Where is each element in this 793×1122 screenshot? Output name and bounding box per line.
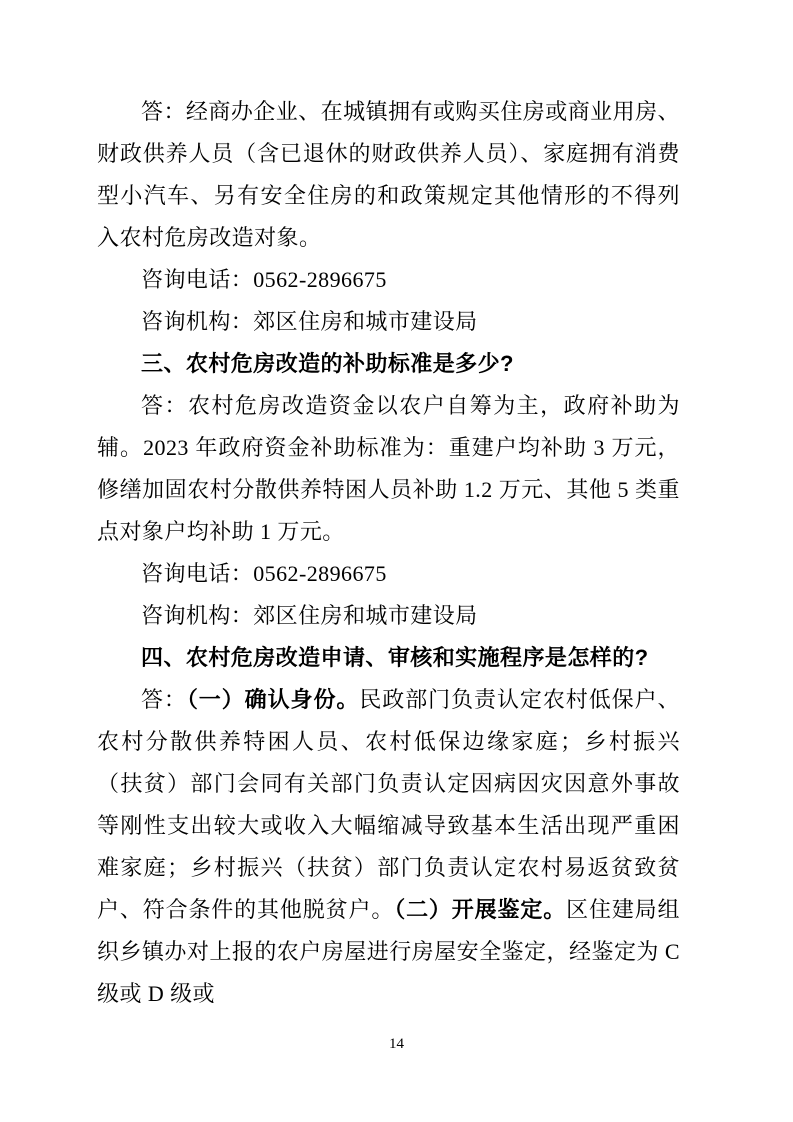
page-content xyxy=(97,91,680,1015)
answer-prefix: 答： xyxy=(141,687,187,712)
paragraph-answer-q3: 答：农村危房改造资金以农户自筹为主，政府补助为辅。2023 年政府资金补助标准为：重建户均补助 3 万元，修缮加固农村分散供养特困人员补助 1.2 万元、其他 5 类重点对象户均补助 1 万元。 xyxy=(97,393,680,544)
contact-org-line-2: 咨询机构：郊区住房和城市建设局 xyxy=(141,603,478,628)
contact-phone-line-1: 咨询电话：0562-2896675 xyxy=(141,267,387,292)
step-2-title: （二）开展鉴定。 xyxy=(394,897,567,922)
step-1-text: 民政部门负责认定农村低保户、农村分散供养特困人员、农村低保边缘家庭；乡村振兴（扶贫）部门会同有关部门负责认定因病因灾因意外事故等刚性支出较大或收入大幅缩减导致基本生活出现严重困难家庭；乡村振兴（扶贫）部门负责认定农村易返贫致贫户、符合条件的其他脱贫户。 xyxy=(97,687,680,922)
paragraph-answer-q2: 答：经商办企业、在城镇拥有或购买住房或商业用房、财政供养人员（含已退休的财政供养人员）、家庭拥有消费型小汽车、另有安全住房的和政策规定其他情形的不得列入农村危房改造对象。 xyxy=(97,99,680,250)
contact-phone-line-2: 咨询电话：0562-2896675 xyxy=(141,561,387,586)
paragraph-answer-q4 xyxy=(97,679,680,1015)
step-2-text: 区住建局组织乡镇办对上报的农户房屋进行房屋安全鉴定，经鉴定为 C 级或 D 级或 xyxy=(97,897,680,1006)
step-1-title: （一）确认身份。 xyxy=(186,687,360,712)
contact-org-line-1: 咨询机构：郊区住房和城市建设局 xyxy=(141,309,478,334)
section-heading-q3: 三、农村危房改造的补助标准是多少? xyxy=(141,351,514,376)
page-number: 14 xyxy=(389,1036,404,1052)
section-heading-q4: 四、农村危房改造申请、审核和实施程序是怎样的? xyxy=(141,645,649,670)
